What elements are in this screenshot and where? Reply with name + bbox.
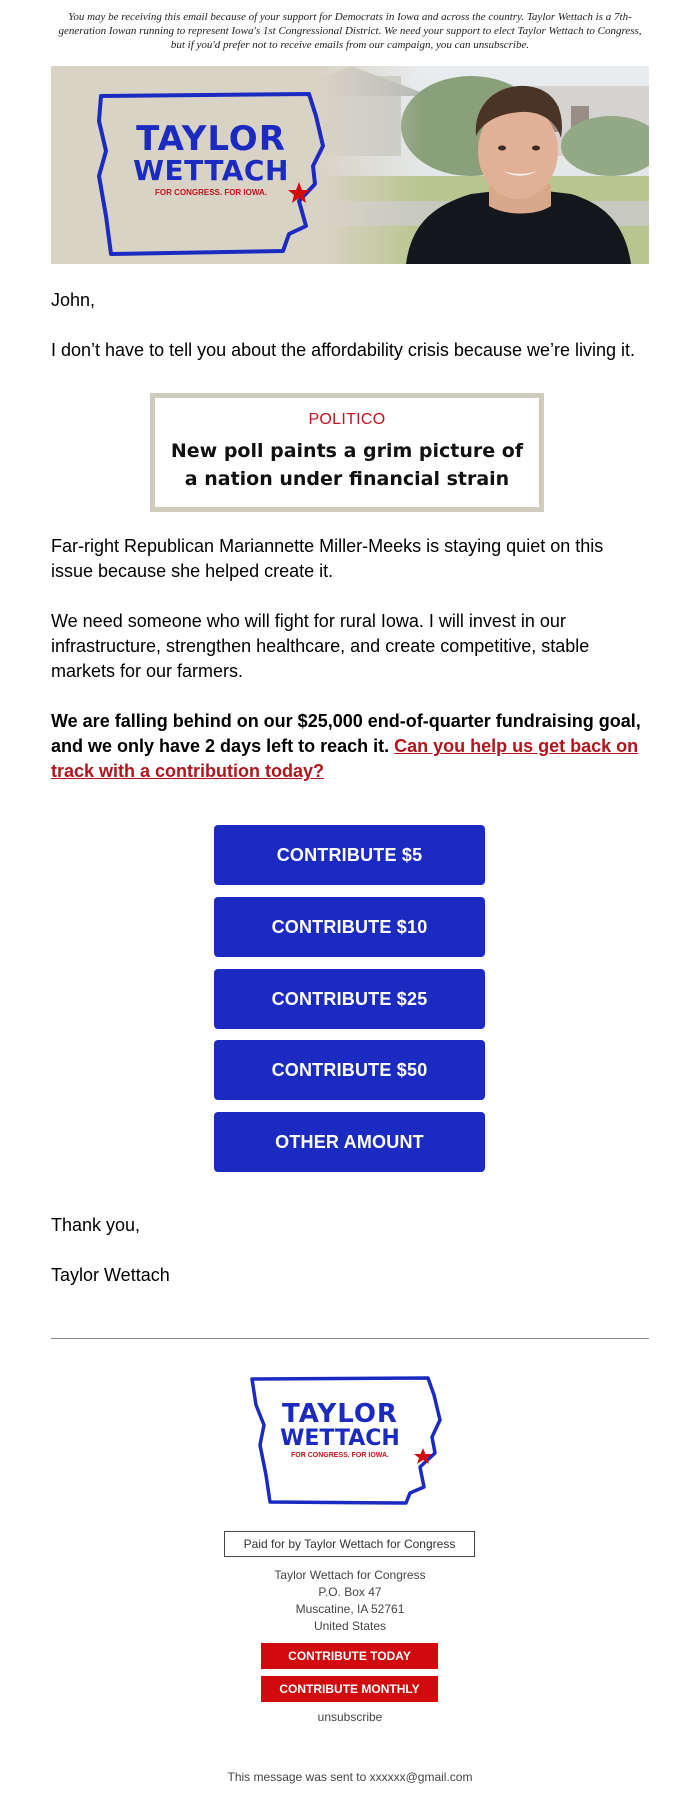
address-line: United States [313,1619,387,1633]
footer-logo [248,1375,452,1505]
quote-source: POLITICO [308,411,386,428]
footer-divider [51,1338,649,1339]
footer-logo-line1: TAYLOR [282,1399,398,1429]
contribution-link[interactable]: Can you help us get back on track with a contribution today? [51,736,639,781]
paragraph-opponent: Far-right Republican Mariannette Miller-Meeks is staying quiet on this issue because she helped create it. [51,536,604,581]
preheader-text: You may be receiving this email because of your support for Democrats in Iowa and across the country. Taylor Wettach is a 7th-generation Iowan running to represent Iowa's 1st Congressional District. We need your support to elect Taylor Wettach to Congress, but if you'd prefer not to receive emails from our campaign, you can unsubscribe. [58,11,642,51]
logo-tagline: FOR CONGRESS. FOR IOWA. [154,188,267,197]
hero-banner [51,66,649,264]
contribute-50-button[interactable]: CONTRIBUTE $50 [214,1040,485,1100]
ask-bold-text: We are falling behind on our $25,000 end-of-quarter fundraising goal, and we only have 2 days left to reach it. [51,711,641,756]
other-amount-button[interactable]: OTHER AMOUNT [214,1112,485,1172]
quote-headline: New poll paints a grim picture of a nation under financial strain [170,440,524,490]
hero-logo-text [101,119,321,197]
unsubscribe-link[interactable]: unsubscribe [317,1710,383,1724]
logo-name-line1: TAYLOR [136,119,286,159]
contribute-25-button[interactable]: CONTRIBUTE $25 [214,969,485,1029]
logo-name-line2: WETTACH [133,154,289,187]
footer-logo-text [270,1401,410,1459]
paragraph-affordability: I don’t have to tell you about the affordability crisis because we’re living it. [51,340,635,360]
contribute-monthly-button[interactable]: CONTRIBUTE MONTHLY [261,1676,438,1702]
news-quote-box [150,393,544,512]
footer-logo-line2: WETTACH [280,1426,400,1451]
address-line: P.O. Box 47 [318,1585,382,1599]
sent-to-prefix: This message was sent to [227,1770,367,1784]
greeting: John, [51,290,96,310]
signoff: Thank you, [51,1215,141,1235]
contribute-5-button[interactable]: CONTRIBUTE $5 [214,825,485,885]
fundraising-ask [51,709,649,784]
address-line: Muscatine, IA 52761 [295,1602,405,1616]
address-line: Taylor Wettach for Congress [274,1568,426,1582]
contribute-10-button[interactable]: CONTRIBUTE $10 [214,897,485,957]
mailing-address [200,1567,500,1635]
paid-for-disclaimer: Paid for by Taylor Wettach for Congress [224,1531,475,1557]
signature: Taylor Wettach [51,1265,170,1285]
sent-to-notice [150,1770,550,1784]
contribute-today-button[interactable]: CONTRIBUTE TODAY [261,1643,438,1669]
paragraph-platform: We need someone who will fight for rural Iowa. I will invest in our infrastructure, strengthen healthcare, and create competitive, stable markets for our farmers. [51,611,590,681]
recipient-email: xxxxxx@gmail.com [369,1770,473,1784]
footer-logo-tagline: FOR CONGRESS. FOR IOWA. [290,1452,389,1459]
